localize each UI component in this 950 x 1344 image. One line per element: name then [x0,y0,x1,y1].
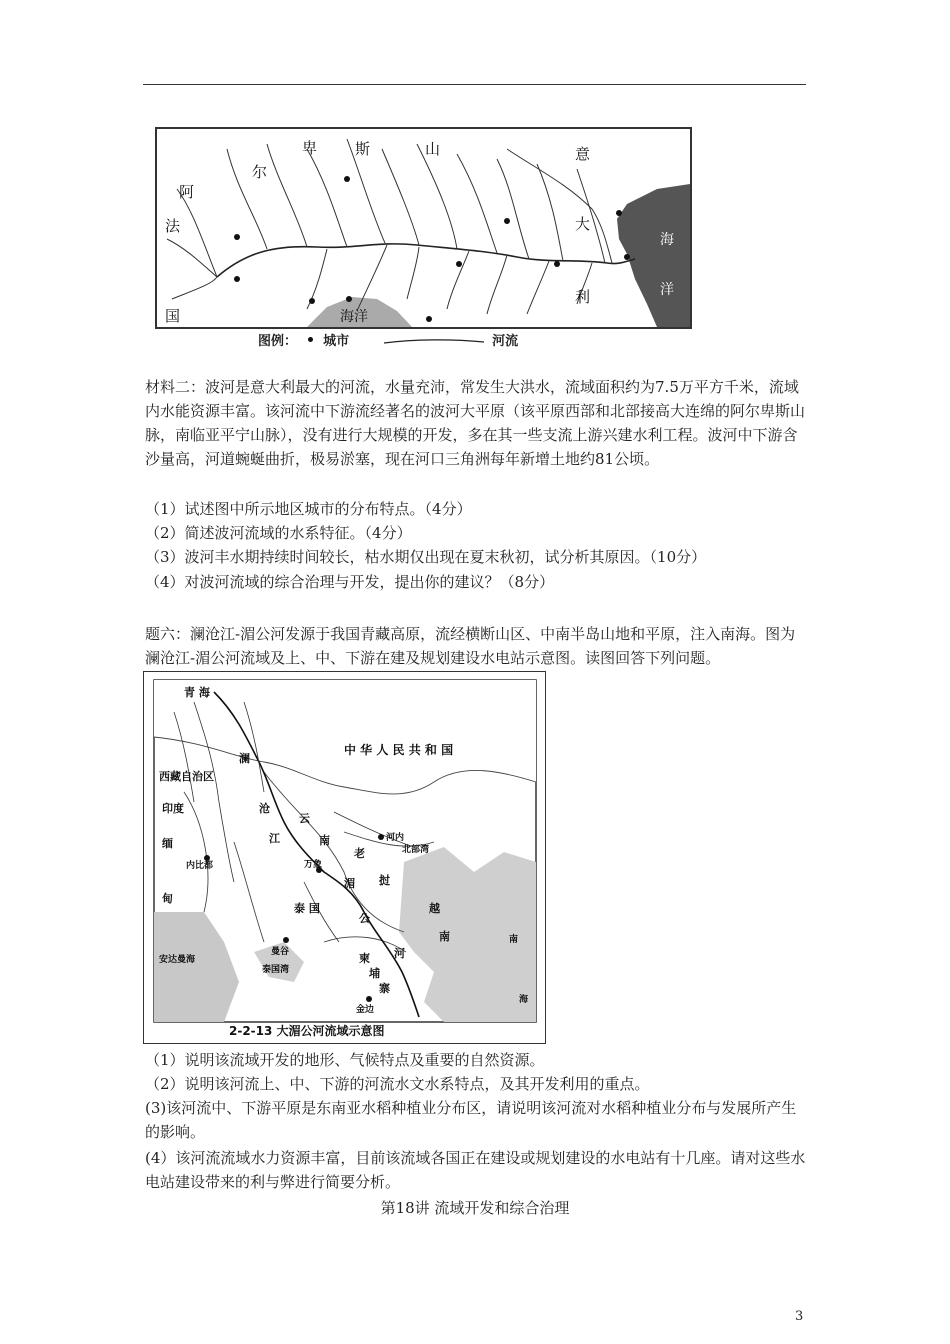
label-italy-1: 意 [575,145,591,163]
city-dot [234,234,240,240]
question-6-intro: 题六：澜沧江-湄公河发源于我国青藏高原，流经横断山区、中南半岛山地和平原，注入南海。图为澜沧江-湄公河流域及上、中、下游在建及规划建设水电站示意图。读图回答下列问题。 [145,625,796,667]
po-river-map-drawing [157,129,690,327]
label-hanoi: 河内 [386,833,405,843]
label-alps-2: 尔 [252,163,268,181]
label-mekong-2: 公 [359,912,370,925]
label-lancang-3: 江 [269,832,280,845]
label-cambodia-3: 寨 [379,982,390,995]
city-dot [346,296,352,302]
legend-prefix: 图例： [258,334,298,349]
label-mekong-3: 河 [394,947,405,960]
header-rule [143,84,806,85]
label-mekong-1: 湄 [344,877,355,890]
label-qinghai: 青 海 [184,686,210,699]
label-italy-3: 利 [575,288,591,306]
label-vietnam-1: 越 [429,902,440,915]
label-india: 印度 [162,802,184,815]
label-burma-2: 甸 [162,892,173,905]
question-5-4: （4）对波河流域的综合治理与开发，提出你的建议？（8分） [145,573,555,591]
label-naypyidaw: 内比都 [186,861,214,871]
legend-river-label: 河流 [492,334,519,349]
section-title: 第18讲 流域开发和综合治理 [380,1199,570,1217]
label-beibu: 北部湾 [402,845,430,855]
label-burma-1: 缅 [162,837,173,850]
city-dot [309,298,315,304]
city-bangkok-dot [283,937,289,943]
label-china: 中 华 人 民 共 和 国 [344,743,454,757]
question-5-1: （1）试述图中所示地区城市的分布特点。（4分） [145,500,472,518]
legend-city-label: 城市 [323,334,350,349]
city-dot [426,316,432,322]
question-5-2: （2）简述波河流域的水系特征。（4分） [145,524,412,542]
mekong-map-drawing [144,672,545,1043]
question-6-2: （2）说明该河流上、中、下游的河流水文水系特点，及其开发利用的重点。 [145,1075,650,1093]
label-alps-5: 山 [425,140,441,158]
map2-caption: 2-2-13 大湄公河流域示意图 [229,1024,385,1038]
po-river-map [155,127,692,329]
label-nanhai-1: 南 [509,935,519,945]
question-5-3: （3）波河丰水期持续时间较长，枯水期仅出现在夏末秋初，试分析其原因。（10分） [145,548,707,566]
label-thailand: 泰 国 [294,902,320,915]
city-dot [504,218,510,224]
label-cambodia-1: 柬 [359,952,370,965]
label-france-2: 国 [165,307,181,325]
label-laos-2: 挝 [379,874,390,887]
label-bangkok: 曼谷 [271,947,290,957]
label-sea-east-1: 海 [660,232,674,248]
label-alps-3: 卑 [302,139,318,157]
label-andaman: 安达曼海 [159,955,196,965]
city-dot [456,261,462,267]
city-dot [234,276,240,282]
label-sea-east-2: 洋 [660,282,674,298]
label-vientiane: 万象 [304,860,323,870]
city-phnompenh-dot [366,996,372,1002]
mekong-map [143,671,546,1044]
label-nanhai-2: 海 [519,995,529,1005]
label-vietnam-2: 南 [439,930,450,943]
label-phnompenh: 金边 [356,1005,375,1015]
label-alps-4: 斯 [355,140,371,158]
material-two-paragraph: 材料二：波河是意大利最大的河流，水量充沛，常发生大洪水，流域面积约为7.5万平方千米，流域内水能资源丰富。该河流中下游流经著名的波河大平原（该平原西部和北部接高大连绵的阿尔卑斯山脉，南临亚平宁山脉），没有进行大规模的开发，多在其一些支流上游兴建水利工程。波河中下游含沙量高，河道蜿蜒曲折，极易淤塞，现在河口三角洲每年新增土地约81公顷。 [145,378,806,468]
label-yunnan-2: 南 [319,834,330,847]
city-hanoi-dot [378,834,384,840]
label-gulf: 泰国湾 [262,965,290,975]
city-dot [344,176,350,182]
city-dot [616,210,622,216]
city-dot [624,254,630,260]
page-number: 3 [795,1309,804,1324]
question-6-1: （1）说明该流域开发的地形、气候特点及重要的自然资源。 [145,1051,545,1069]
legend-city-dot [308,337,313,342]
legend-river-line [384,335,484,345]
label-sea-south: 海洋 [340,309,368,325]
label-cambodia-2: 埔 [369,967,380,980]
label-yunnan-1: 云 [299,812,310,825]
label-italy-2: 大 [575,215,591,233]
label-lancang-1: 澜 [239,752,250,765]
label-alps-1: 阿 [179,183,195,201]
question-6-4: (4）该河流流域水力资源丰富，目前该流域各国正在建设或规划建设的水电站有十几座。请对这些水电站建设带来的利与弊进行简要分析。 [145,1149,806,1191]
city-markers [234,176,630,322]
map1-legend [258,330,518,349]
label-tibet: 西藏自治区 [159,770,214,783]
question-6-3: (3)该河流中、下游平原是东南亚水稻种植业分布区，请说明该河流对水稻种植业分布与发展所产生的影响。 [145,1099,797,1141]
label-lancang-2: 沧 [259,802,270,815]
label-laos-1: 老 [354,847,365,860]
label-france-1: 法 [165,217,181,235]
city-dot [554,261,560,267]
po-main-river [217,244,635,277]
